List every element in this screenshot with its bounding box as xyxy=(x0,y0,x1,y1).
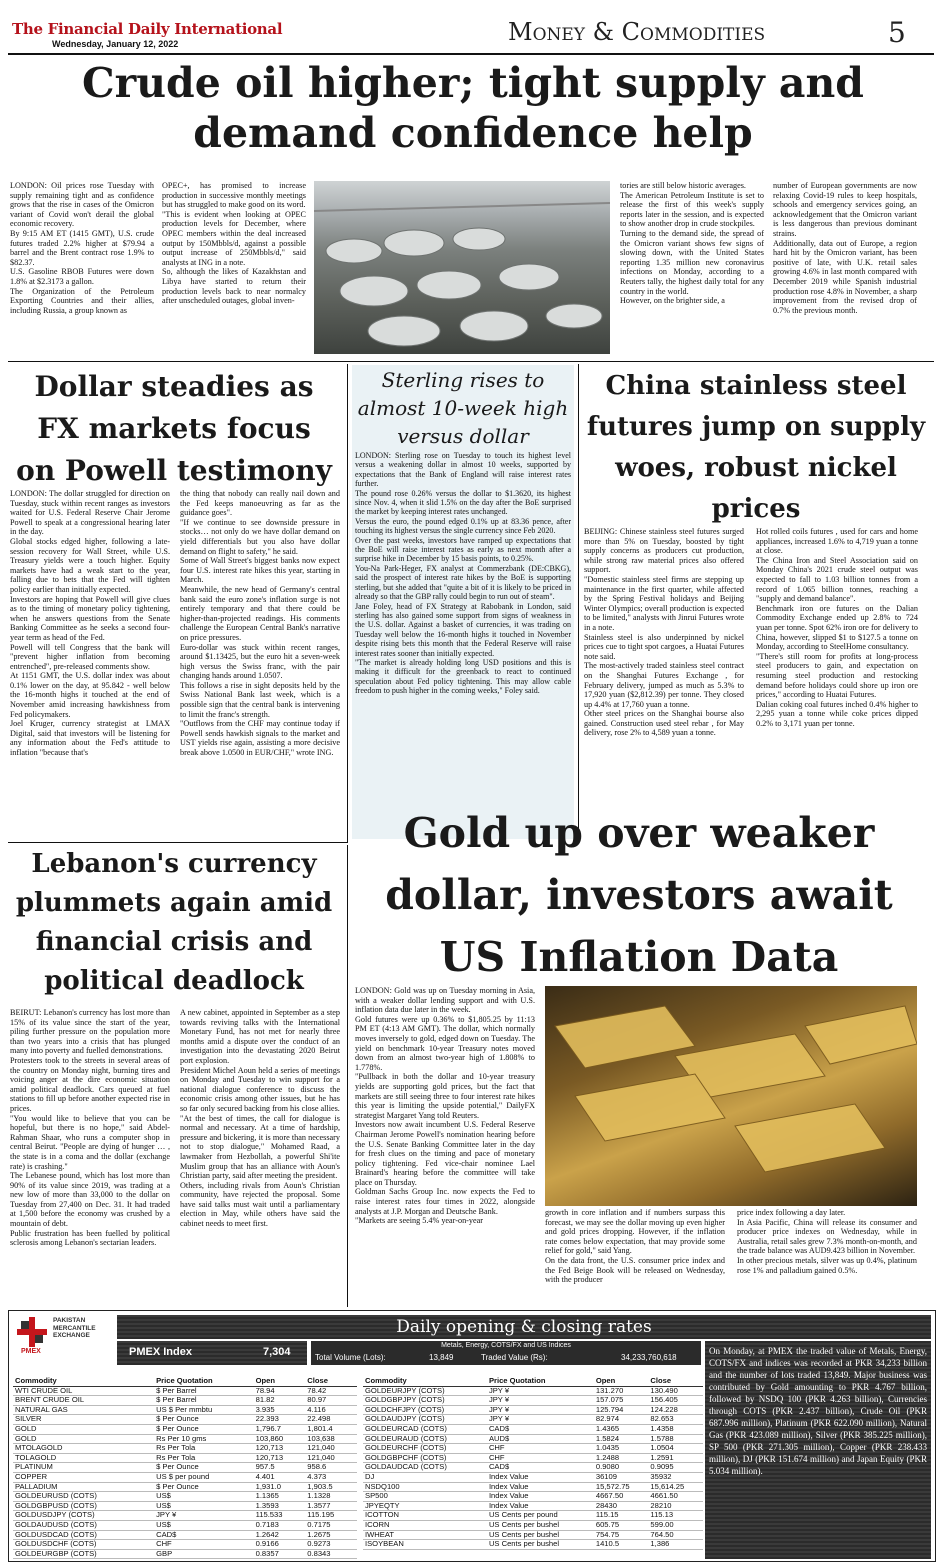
volume-value: 13,849 xyxy=(429,1353,454,1362)
close-cell: 0.7175 xyxy=(305,1520,357,1530)
commodity-cell: IWHEAT xyxy=(363,1530,487,1540)
commodity-cell: NATURAL GAS xyxy=(13,1405,154,1415)
quotation-cell: JPY ¥ xyxy=(487,1386,594,1396)
quotation-cell: $ Per Ounce xyxy=(154,1463,254,1473)
commodity-cell: SILVER xyxy=(13,1415,154,1425)
traded-label: Traded Value (Rs): xyxy=(481,1353,548,1362)
pmex-logo-text: PAKISTAN MERCANTILE EXCHANGE xyxy=(53,1317,96,1339)
close-cell: 1,386 xyxy=(648,1540,703,1550)
close-cell: 1.3577 xyxy=(305,1501,357,1511)
quotation-cell: Index Value xyxy=(487,1472,594,1482)
table-row xyxy=(13,1549,357,1559)
steel-col-1: BEIJING: Chinese stainless steel futures surged more than 5% on Tuesday, boosted by tight supply concerns as producers cut production, while strong raw material prices also offered support. "Domestic stainless steel firms are stepping up maintenance in the first quarter, while affected by the Spring Festival holidays and Beijing Winter Olympics; overall production is expected to be limited," analysts with Jinrui Futures wrote in a note. Stainless steel is also underpinned by nickel prices cue to tight spot cargoes, a Huatai Futures note said. The most-actively traded stainless steel contract on the Shanghai Futures Exchange , for February delivery, jumped as much as 5.3% to 17,920 yuan ($2,812.39) per tonne. They closed up 4.4% at 17,760 yuan a tonne. Other steel prices on the Shanghai bourse also gained. Construction used steel rebar , for May delivery, rose 2% to 4,589 yuan a tonne. xyxy=(584,527,744,738)
index-bar xyxy=(117,1341,307,1365)
quotation-cell: Rs Per Tola xyxy=(154,1453,254,1463)
close-cell: 0.9095 xyxy=(648,1463,703,1473)
open-cell: 754.75 xyxy=(594,1530,649,1540)
open-cell: 103,860 xyxy=(254,1434,306,1444)
quotation-cell: Rs Per 10 gms xyxy=(154,1434,254,1444)
quotation-cell: CAD$ xyxy=(487,1424,594,1434)
close-cell: 35932 xyxy=(648,1472,703,1482)
quotation-cell: US$ xyxy=(154,1501,254,1511)
commodity-cell: GOLDEURGBP (COTS) xyxy=(13,1549,154,1559)
close-cell: 15,614.25 xyxy=(648,1482,703,1492)
quotation-cell: JPY ¥ xyxy=(487,1415,594,1425)
open-cell: 605.75 xyxy=(594,1520,649,1530)
gold-col-1: LONDON: Gold was up on Tuesday morning in Asia, with a weaker dollar lending support and with U.S. inflation data due later in the week. Gold futures were up 0.36% to $1,805.25 by 11:13 PM ET (4:13 AM GMT). The dollar, which normally moves inversely to gold, edged down on Tuesday. The yield on benchmark 10-year Treasury notes moved down from an almost two-year high of 1.808% to 1.778%. "Pullback in both the dollar and 10-year treasury yields are supporting gold prices, but the fact that markets are still seeing three to four interest rate hikes this year is limiting the upside potential," DailyFX strategist Margaret Yang told Reuters. Investors now await incumbent U.S. Federal Reserve Chairman Jerome Powell's nomination hearing before the U.S. Senate Banking Committee later in the day for fresh clues on the timing and pace of monetary policy tightening. Fed vice-chair nominee Lael Brainard's hearing before the committee will take place on Thursday. Goldman Sachs Group Inc. now expects the Fed to raise interest rates four times in 2022, alongside analysts at J.P. Morgan and Deutsche Bank. "Markets are seeing 5.4% year-on-year xyxy=(355,986,535,1226)
commodity-cell: GOLDEURUSD (COTS) xyxy=(13,1492,154,1502)
quotation-cell: Index Value xyxy=(487,1501,594,1511)
gold-bars-photo xyxy=(545,986,917,1206)
open-cell: 81.82 xyxy=(254,1396,306,1406)
quotation-cell: Index Value xyxy=(487,1492,594,1502)
rates-left-header xyxy=(13,1377,357,1386)
commodity-cell: DJ xyxy=(363,1472,487,1482)
crude-col-3: tories are still below historic averages. The American Petroleum Institute is set to release the first of this week's supply reports later in the session, and is expected to show another drop in crude stockpiles. Turning to the demand side, the spread of the Omicron variant shows few signs of slowing down, with the United States reporting 1.35 million new coronavirus infections on Monday, according to a Reuters tally, the highest daily total for any country in the world. However, on the brighter side, a xyxy=(620,181,764,306)
quotation-cell: $ Per Barrel xyxy=(154,1386,254,1396)
close-cell: 4661.50 xyxy=(648,1492,703,1502)
quotation-cell: US Cents per bushel xyxy=(487,1530,594,1540)
table-row xyxy=(363,1492,703,1502)
open-cell: 0.8357 xyxy=(254,1549,306,1559)
commodity-cell: MTOLAGOLD xyxy=(13,1444,154,1454)
headline-lebanon: Lebanon's currency plummets again amid financial crisis and political deadlock xyxy=(15,849,333,996)
rates-box xyxy=(8,1310,936,1562)
close-cell: 121,040 xyxy=(305,1453,357,1463)
commodity-cell: PALLADIUM xyxy=(13,1482,154,1492)
rates-right-header xyxy=(363,1377,703,1386)
open-cell: 1.4365 xyxy=(594,1424,649,1434)
open-cell: 3.935 xyxy=(254,1405,306,1415)
commodity-cell: GOLD xyxy=(13,1424,154,1434)
headline-crude-oil: Crude oil higher; tight supply and demand confidence help xyxy=(82,59,864,157)
page-number: 5 xyxy=(888,16,906,49)
quotation-cell: GBP xyxy=(154,1549,254,1559)
open-cell: 22.393 xyxy=(254,1415,306,1425)
commodity-cell: GOLDAUDJPY (COTS) xyxy=(363,1415,487,1425)
volume-label: Total Volume (Lots): xyxy=(315,1353,386,1362)
commodity-cell: GOLDUSDCHF (COTS) xyxy=(13,1540,154,1550)
table-row xyxy=(13,1540,357,1550)
close-cell: 0.8343 xyxy=(305,1549,357,1559)
masthead xyxy=(12,18,932,54)
open-cell: 957.5 xyxy=(254,1463,306,1473)
table-row xyxy=(363,1424,703,1434)
open-cell: 1410.5 xyxy=(594,1540,649,1550)
commodity-cell: TOLAGOLD xyxy=(13,1453,154,1463)
quotation-cell: Index Value xyxy=(487,1482,594,1492)
open-cell: 1.5824 xyxy=(594,1434,649,1444)
open-cell: 125.794 xyxy=(594,1405,649,1415)
lebanon-col-2: A new cabinet, appointed in September as a step towards reviving talks with the International Monetary Fund, has not met for nearly three months amid a dispute over the conduct of an investigation into the devastating 2020 Beirut port explosion. President Michel Aoun held a series of meetings on Monday and Tuesday to win support for a national dialogue conference to discuss the economic crisis among other issues, but he has so far only secured backing from his close allies. "At the best of times, the call for dialogue is normal and necessary. At a time of hardship, pressure and bickering, it is more than necessary not to stop dialogue," Mohamed Raad, a lawmaker from Hezbollah, a powerful Shi'ite Muslim group that has an alliance with Aoun's Christian party, said after meeting the president. Others, including rivals from Aoun's Christian community, have rejected the proposal. Some have said talks must wait until a parliamentary election in May, while others have said the cabinet needs to meet first. xyxy=(180,1008,340,1229)
close-cell: 1.5788 xyxy=(648,1434,703,1444)
commodity-cell: GOLDUSDJPY (COTS) xyxy=(13,1511,154,1521)
gold-col-3: price index following a day later. In Asia Pacific, China will release its consumer and producer price indexes on Wednesday, while in Australia, retail sales grew 7.3% month-on-month, and the trade balance was AUD9.423 billion in November. In other precious metals, silver was up 0.4%, platinum rose 1% and palladium gained 0.5%. xyxy=(737,1208,917,1275)
commodity-cell: GOLDEURCHF (COTS) xyxy=(363,1444,487,1454)
open-cell: 4.401 xyxy=(254,1472,306,1482)
commodity-cell: GOLDGBPJPY (COTS) xyxy=(363,1396,487,1406)
close-cell: 103,638 xyxy=(305,1434,357,1444)
close-cell: 1.2675 xyxy=(305,1530,357,1540)
commodity-cell: GOLDGBPCHF (COTS) xyxy=(363,1453,487,1463)
close-cell: 1.2591 xyxy=(648,1453,703,1463)
close-cell: 78.42 xyxy=(305,1386,357,1396)
commodity-cell: GOLDGBPUSD (COTS) xyxy=(13,1501,154,1511)
commodity-cell: COPPER xyxy=(13,1472,154,1482)
open-cell: 0.7183 xyxy=(254,1520,306,1530)
close-cell: 0.9273 xyxy=(305,1540,357,1550)
close-cell: 764.50 xyxy=(648,1530,703,1540)
quotation-cell: JPY ¥ xyxy=(154,1511,254,1521)
oil-storage-photo xyxy=(314,181,610,354)
quotation-cell: US$ xyxy=(154,1492,254,1502)
open-cell: 1,931.0 xyxy=(254,1482,306,1492)
quotation-cell: US $ Per mmbtu xyxy=(154,1405,254,1415)
pmex-index-value: 7,304 xyxy=(263,1346,291,1358)
table-row xyxy=(363,1396,703,1406)
commodity-cell: WTI CRUDE OIL xyxy=(13,1386,154,1396)
open-cell: 78.94 xyxy=(254,1386,306,1396)
pmex-logo xyxy=(15,1315,115,1355)
section-rule-1 xyxy=(8,361,934,362)
open-cell: 157.075 xyxy=(594,1396,649,1406)
dollar-col-2: the thing that nobody can really nail down and the Fed keeps manoeuvring as far as the guidance goes". "If we continue to see downside pressure in stocks… not only do we have dollar demand on yield differentials but you also have dollar demand on flight to safety," he said. Some of Wall Street's biggest banks now expect four U.S. interest rate hikes this year, starting in March. Meanwhile, the new head of Germany's central bank said the euro zone's inflation surge is not entirely temporary and that there could be higher-than-projected readings. His comments challenge the European Central Bank's narrative on price pressures. Euro-dollar was stuck within recent ranges, around $1.13425, but the euro hit a seven-week high versus the Swiss franc, with the pair changing hands around 1.0507. This follows a rise in sight deposits held by the Swiss National Bank last week, which is a possible sign that the central bank is intervening to limit the franc's strength. "Outflows from the CHF may continue today if Powell sends hawkish signals to the market and UST yields rise again, assisting a more decisive break above 1.0500 in EUR/CHF," wrote ING. xyxy=(180,489,340,758)
open-cell: 115.15 xyxy=(594,1511,649,1521)
quotation-cell: CHF xyxy=(154,1540,254,1550)
close-cell: 1,903.5 xyxy=(305,1482,357,1492)
section-title: Money & Commodities xyxy=(508,18,766,46)
quotation-cell: JPY ¥ xyxy=(487,1396,594,1406)
headline-china-steel: China stainless steel futures jump on supply woes, robust nickel prices xyxy=(586,371,926,524)
rates-table-right xyxy=(363,1377,703,1550)
col-quotation: Price Quotation xyxy=(154,1377,254,1386)
table-row xyxy=(363,1511,703,1521)
commodity-cell: ICORN xyxy=(363,1520,487,1530)
table-row xyxy=(13,1424,357,1434)
quotation-cell: US$ xyxy=(154,1520,254,1530)
table-row xyxy=(13,1444,357,1454)
commodity-cell: SP500 xyxy=(363,1492,487,1502)
open-cell: 15,572.75 xyxy=(594,1482,649,1492)
open-cell: 120,713 xyxy=(254,1444,306,1454)
headline-sterling: Sterling rises to almost 10-week high versus dollar xyxy=(357,368,569,448)
headline-gold: Gold up over weaker dollar, investors await US Inflation Data xyxy=(385,809,893,981)
sterling-body: LONDON: Sterling rose on Tuesday to touch its highest level versus a weakening dollar in almost 10 weeks, supported by expectations that the Bank of England will raise interest rates further. The pound rose 0.26% versus the dollar to $1.3620, its highest since Nov. 4, when it slid 1.5% on the day after the BoE surprised the market by keeping interest rates unchanged. Versus the euro, the pound edged 0.1% up at 83.36 pence, after touching its highest versus the single currency since Feb 2020. Over the past weeks, investors have ramped up expectations that the BoE will raise interest rates as early as next month after a surprise hike in December by 15 basis points, to 0.25%. You-Na Park-Heger, FX analyst at Commerzbank (DE:CBKG), said the prospect of interest rate hikes by the BoE is supporting sterling, but she added that "quite a bit of it is likely to be priced in already so that the GBP rally could begin to run out of steam". Jane Foley, head of FX Strategy at Rabobank in London, said sterling has also gained some support from signs of weakness in the U.S. dollar. Against a basket of currencies, it was trading on Tuesday well below the 16-month highs it touched in November despite rising bets this month that the Federal Reserve will raise interest rates sooner than initially expected. "The market is already holding long USD positions and this is making it difficult for the greenback to react to continued speculation about Fed policy tightening. This may allow cable freedom to push higher in the coming weeks," Foley said. xyxy=(355,451,571,696)
commodity-cell: GOLDUSDCAD (COTS) xyxy=(13,1530,154,1540)
col-quotation: Price Quotation xyxy=(487,1377,594,1386)
quotation-cell: US Cents per bushel xyxy=(487,1520,594,1530)
open-cell: 1,796.7 xyxy=(254,1424,306,1434)
quotation-cell: JPY ¥ xyxy=(487,1405,594,1415)
close-cell: 124.228 xyxy=(648,1405,703,1415)
crude-col-4: number of European governments are now relaxing Covid-19 rules to keep hospitals, schools and emergency services going, an acknowledgement that the Omicron variant is less dangerous than previous dominant strains. Additionally, data out of Europe, a region hard hit by the Omicron variant, has been positive of late, with U.K. retail sales growing 4.6% in last month compared with December 2019 while Spanish industrial production rose 4.8% in November, a sharp improvement from the revised drop of 0.7% the previous month. xyxy=(773,181,917,315)
commodity-cell: GOLDEURJPY (COTS) xyxy=(363,1386,487,1396)
rates-table-left xyxy=(13,1377,357,1559)
quotation-cell: $ Per Ounce xyxy=(154,1482,254,1492)
quotation-cell: US Cents per bushel xyxy=(487,1540,594,1550)
quotation-cell: $ Per Ounce xyxy=(154,1415,254,1425)
table-row xyxy=(13,1520,357,1530)
close-cell: 958.6 xyxy=(305,1463,357,1473)
close-cell: 4.116 xyxy=(305,1405,357,1415)
rates-title: Daily opening & closing rates xyxy=(396,1317,652,1337)
col-commodity: Commodity xyxy=(363,1377,487,1386)
dollar-col-1: LONDON: The dollar struggled for direction on Tuesday, stuck within recent ranges as investors waited for U.S. Federal Reserve Chair Jerome Powell to speak at a congressional hearing later in the day. Global stocks edged higher, following a late-session recovery for Wall Street, while U.S. Treasury yields were a touch higher. Equity markets have had a weak start to the year, falling due to bets that the Fed will tighten policy earlier than initially expected. Investors are hoping that Powell will give clues as to the timing of monetary policy tightening, when he answers questions from the Senate Banking Committee as he seeks a second four-year term as head of the Fed. Powell will tell Congress that the bank will "prevent higher inflation from becoming entrenched", pre-released comments show. At 1151 GMT, the U.S. dollar index was about 0.1% lower on the day, at 95.842 - well below the 16-month highs it touched at the end of November amid increasing hawkishness from Fed policymakers. Joel Kruger, currency strategist at LMAX Digital, said that investors will be listening for any information about the Fed's attitude to inflation "because that's xyxy=(10,489,170,758)
open-cell: 1.1365 xyxy=(254,1492,306,1502)
quotation-cell: $ Per Barrel xyxy=(154,1396,254,1406)
table-row xyxy=(363,1472,703,1482)
quotation-cell: CAD$ xyxy=(487,1463,594,1473)
close-cell: 599.00 xyxy=(648,1520,703,1530)
open-cell: 4667.50 xyxy=(594,1492,649,1502)
open-cell: 115.533 xyxy=(254,1511,306,1521)
col-close: Close xyxy=(305,1377,357,1386)
table-row xyxy=(363,1444,703,1454)
close-cell: 1,801.4 xyxy=(305,1424,357,1434)
open-cell: 1.0435 xyxy=(594,1444,649,1454)
close-cell: 115.195 xyxy=(305,1511,357,1521)
quotation-cell: CAD$ xyxy=(154,1530,254,1540)
open-cell: 1.3593 xyxy=(254,1501,306,1511)
close-cell: 121,040 xyxy=(305,1444,357,1454)
pmex-logo-icon xyxy=(17,1317,47,1347)
masthead-rule xyxy=(8,53,934,55)
open-cell: 82.974 xyxy=(594,1415,649,1425)
commodity-cell: BRENT CRUDE OIL xyxy=(13,1396,154,1406)
volume-bar xyxy=(311,1341,701,1365)
crude-col-1: LONDON: Oil prices rose Tuesday with supply remaining tight and as confidence grows that the rise in cases of the Omicron variant of Covid won't derail the global economic recovery. By 9:15 AM ET (1415 GMT), U.S. crude futures traded 2.2% higher at $79.94 a barrel and the Brent contract rose 1.9% to $82.37. U.S. Gasoline RBOB Futures were down 1.8% at $2.3173 a gallon. The Organization of the Petroleum Exporting Countries and their allies, including Russia, a group known as xyxy=(10,181,154,315)
col-commodity: Commodity xyxy=(13,1377,154,1386)
commodity-cell: ISOYBEAN xyxy=(363,1540,487,1550)
crude-col-2: OPEC+, has promised to increase production in successive monthly meetings but has struggled to make good on its word. "This is evident when looking at OPEC production levels for December, where OPEC members within the deal increased output by 150Mbbls/d, against a possible output increase of 250Mbbls/d," said analysts at ING in a note. So, although the likes of Kazakhstan and Libya have started to return their production levels back to near normalcy after unscheduled outages, global inven- xyxy=(162,181,306,306)
col-open: Open xyxy=(594,1377,649,1386)
metals-label: Metals, Energy, COTS/FX and US Indices xyxy=(441,1342,571,1349)
commodity-cell: NSDQ100 xyxy=(363,1482,487,1492)
vertical-rule-2 xyxy=(578,364,579,842)
quotation-cell: CHF xyxy=(487,1444,594,1454)
rates-summary: On Monday, at PMEX the traded value of Metals, Energy, COTS/FX and indices was recorded at PKR 34,233 billion and the number of lots traded 13,849. Major business was contributed by Gold amounting to PKR 4.767 billion, followed by NSDQ 100 (PKR 4.263 billion), Currencies through COTS (PKR 2.437 billion), Crude Oil (PKR 687.996 million), Platinum (PKR 622.090 million), Natural Gas (PKR 423.089 million), Silver (PKR 385.225 million), SP 500 (PKR 271.305 million), Copper (PKR 238.433 million), DJ (PKR 151.674 million) and Japan Equity (PKR 5.034 million). xyxy=(709,1346,927,1476)
open-cell: 0.9166 xyxy=(254,1540,306,1550)
close-cell: 115.13 xyxy=(648,1511,703,1521)
quotation-cell: $ Per Ounce xyxy=(154,1424,254,1434)
steel-col-2: Hot rolled coils futures , used for cars and home appliances, increased 1.6% to 4,719 yuan a tonne at close. The China Iron and Steel Association said on Monday China's 2021 crude steel output was expected to fall to 1.03 billion tonnes from a record of 1.065 billion tonnes, reaching a "supply and demand balance". Benchmark iron ore futures on the Dalian Commodity Exchange ended up 2.8% to 724 yuan per tonne. Spot 62% iron ore for delivery to China, however, slipped $1 to $127.5 a tonne on Monday, according to SteelHome consultancy. "There's still room for profits at long-process steel producers to gain, and expectation on resuming steel production and restocking demand before holidays could shore up iron ore prices," according to Huatai Futures. Dalian coking coal futures inched 0.4% higher to 2,295 yuan a tonne while coke prices dipped 0.2% to 3,171 yuan per tonne. xyxy=(756,527,918,728)
close-cell: 80.97 xyxy=(305,1396,357,1406)
commodity-cell: GOLDCHFJPY (COTS) xyxy=(363,1405,487,1415)
quotation-cell: US Cents per pound xyxy=(487,1511,594,1521)
issue-date: Wednesday, January 12, 2022 xyxy=(52,39,179,49)
vertical-rule-1 xyxy=(347,364,348,842)
table-row xyxy=(13,1396,357,1406)
rates-title-bar xyxy=(117,1315,931,1339)
table-row xyxy=(363,1540,703,1550)
open-cell: 36109 xyxy=(594,1472,649,1482)
table-row xyxy=(363,1463,703,1473)
col-close: Close xyxy=(648,1377,703,1386)
commodity-cell: GOLDEURAUD (COTS) xyxy=(363,1434,487,1444)
traded-value: 34,233,760,618 xyxy=(621,1353,677,1362)
paper-name: The Financial Daily International xyxy=(12,20,283,38)
open-cell: 131.270 xyxy=(594,1386,649,1396)
open-cell: 28430 xyxy=(594,1501,649,1511)
quotation-cell: US $ per pound xyxy=(154,1472,254,1482)
table-row xyxy=(13,1511,357,1521)
gold-col-2: growth in core inflation and if numbers surpass this forecast, we may see the dollar moving up even higher and gold prices dropping. However, if the inflation rate comes below expectation, that may provide some relief for gold," said Yang. On the data front, the U.S. consumer price index and the Fed Beige Book will be released on Wednesday, with the producer xyxy=(545,1208,725,1285)
headline-dollar: Dollar steadies as FX markets focus on Powell testimony xyxy=(16,370,332,487)
close-cell: 1.0504 xyxy=(648,1444,703,1454)
open-cell: 120,713 xyxy=(254,1453,306,1463)
commodity-cell: GOLDAUDUSD (COTS) xyxy=(13,1520,154,1530)
close-cell: 156.405 xyxy=(648,1396,703,1406)
pmex-index-label: PMEX Index xyxy=(129,1346,192,1358)
close-cell: 130.490 xyxy=(648,1386,703,1396)
open-cell: 1.2642 xyxy=(254,1530,306,1540)
commodity-cell: GOLD xyxy=(13,1434,154,1444)
close-cell: 82.653 xyxy=(648,1415,703,1425)
quotation-cell: Rs Per Tola xyxy=(154,1444,254,1454)
close-cell: 1.4358 xyxy=(648,1424,703,1434)
open-cell: 0.9080 xyxy=(594,1463,649,1473)
col-open: Open xyxy=(254,1377,306,1386)
open-cell: 1.2488 xyxy=(594,1453,649,1463)
close-cell: 4.373 xyxy=(305,1472,357,1482)
commodity-cell: ICOTTON xyxy=(363,1511,487,1521)
lebanon-col-1: BEIRUT: Lebanon's currency has lost more than 15% of its value since the start of the year, piling further pressure on the population more than two years into a crisis that has plunged many into poverty and fuelled demonstrations. Protesters took to the streets in several areas of the country on Monday night, burning tires and voicing anger at the dire economic situation amid political deadlock. Cars queued at fuel stations to fill up before another expected rise in prices. "You would like to believe that you can be hopeful, but there is no hope," said Abdel-Rahman Shaar, who runs a computer shop in central Beirut. "People are dying of hunger … , the state is in a coma and the dollar (exchange rate) is crashing." The Lebanese pound, which has lost more than 90% of its value since 2019, was trading at a new low of more than 33,000 to the dollar on Tuesday from 27,400 on Dec. 31. It had traded at 1,500 before the economy was crushed by a mountain of debt. Public frustration has been fuelled by political sclerosis among Lebanon's sectarian leaders. xyxy=(10,1008,170,1248)
close-cell: 28210 xyxy=(648,1501,703,1511)
vertical-rule-3 xyxy=(347,845,348,1307)
table-row xyxy=(13,1463,357,1473)
commodity-cell: JPYEQTY xyxy=(363,1501,487,1511)
close-cell: 22.498 xyxy=(305,1415,357,1425)
commodity-cell: GOLDAUDCAD (COTS) xyxy=(363,1463,487,1473)
section-rule-2 xyxy=(8,842,348,843)
quotation-cell: CHF xyxy=(487,1453,594,1463)
pmex-abbr: PMEX xyxy=(21,1348,41,1355)
close-cell: 1.1328 xyxy=(305,1492,357,1502)
table-row xyxy=(13,1472,357,1482)
rates-summary-panel xyxy=(705,1341,931,1559)
table-row xyxy=(13,1492,357,1502)
commodity-cell: GOLDEURCAD (COTS) xyxy=(363,1424,487,1434)
commodity-cell: PLATINUM xyxy=(13,1463,154,1473)
table-row xyxy=(363,1520,703,1530)
quotation-cell: AUD$ xyxy=(487,1434,594,1444)
